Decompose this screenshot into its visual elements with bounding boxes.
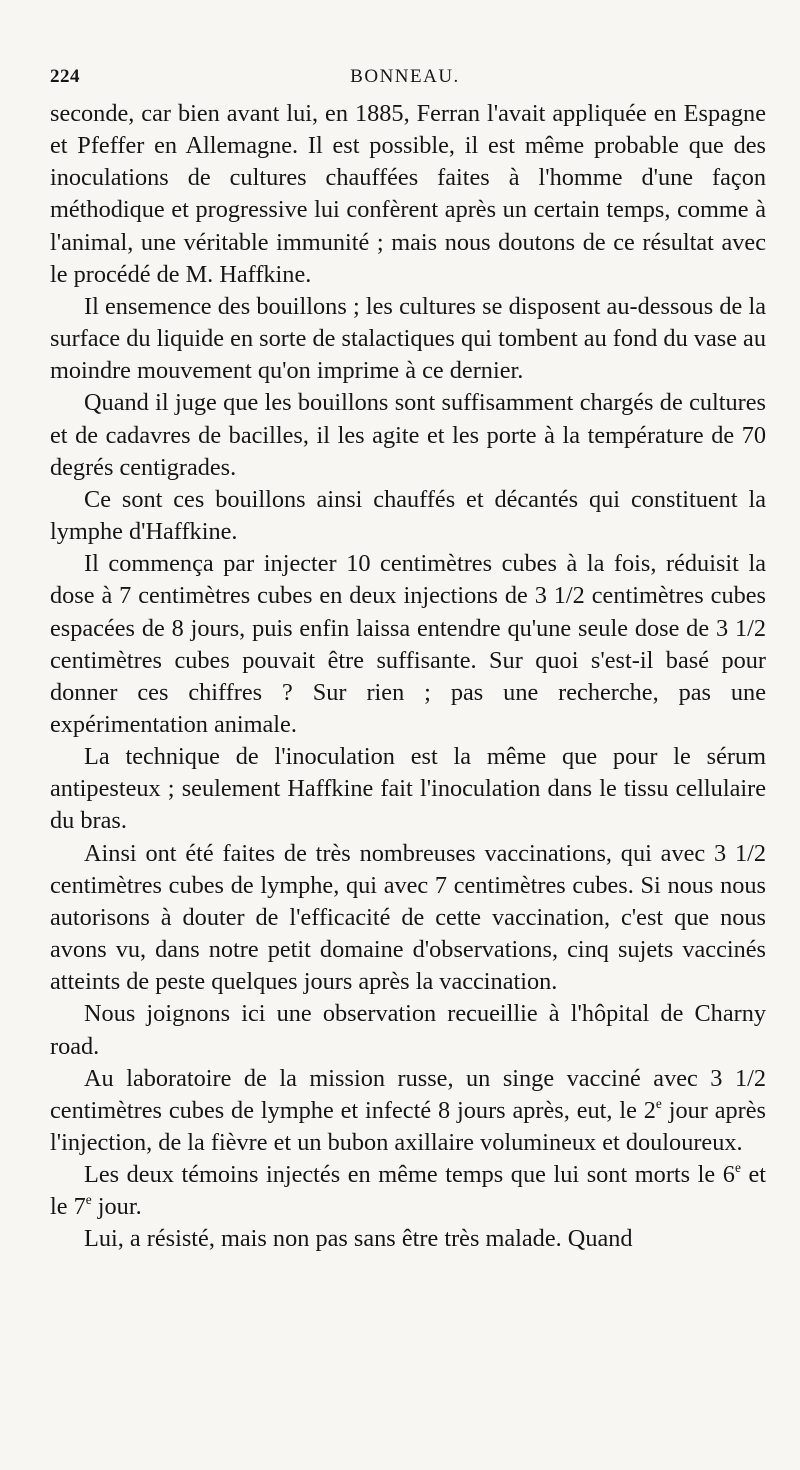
paragraph-temoins <box>50 1159 766 1223</box>
paragraph-observation: Nous joignons ici une observation recueillie à l'hôpital de Charny road. <box>50 1000 766 1060</box>
paragraph-temperature: Quand il juge que les bouillons sont suffisamment chargés de cultures et de cadavres de bacilles, il les agite et les porte à la température de 70 degrés centigrades. <box>50 389 766 481</box>
temoins-text-mid: et le 7 <box>50 1161 766 1221</box>
temoins-text-end: jour. <box>91 1193 142 1221</box>
paragraph-doses: Il commença par injecter 10 centimètres cubes à la fois, réduisit la dose à 7 centimètres cubes en deux injections de 3 1/2 centimètres cubes espacées de 8 jours, puis enfin laissa entendre qu'une seule dose de 3 1/2 centimètres cubes pouvait être suffisante. Sur quoi s'est-il basé pour donner ces chiffres ? Sur rien ; pas une recherche, pas une expérimentation animale. <box>50 550 766 738</box>
body-text <box>50 98 766 1256</box>
paragraph-lymphe: Ce sont ces bouillons ainsi chauffés et décantés qui constituent la lymphe d'Haffkine. <box>50 485 766 546</box>
ordinal-superscript: e <box>655 1095 662 1111</box>
page-header <box>50 66 760 92</box>
ordinal-superscript: e <box>734 1160 741 1176</box>
singe-text-start: Au laboratoire de la mission russe, un singe vacciné avec 3 1/2 centimètres cubes de lymphe et infecté 8 jours après, eut, le 2 <box>50 1064 766 1124</box>
running-head: BONNEAU. <box>350 66 460 87</box>
paragraph-singe <box>50 1063 766 1159</box>
singe-text-end: jour après l'injection, de la fièvre et un bubon axillaire volumineux et douloureux. <box>50 1096 766 1156</box>
paragraph-technique: La technique de l'inoculation est la même que pour le sérum antipesteux ; seulement Haffkine fait l'inoculation dans le tissu cellulaire du bras. <box>50 743 766 835</box>
temoins-text-start: Les deux témoins injectés en même temps que lui sont morts le 6 <box>84 1161 735 1189</box>
page-number: 224 <box>50 66 80 87</box>
paragraph-bouillons: Il ensemence des bouillons ; les cultures se disposent au-dessous de la surface du liquide en sorte de stalactiques qui tombent au fond du vase au moindre mouvement qu'on imprime à ce dernier. <box>50 292 766 385</box>
paragraph-vaccinations: Ainsi ont été faites de très nombreuses vaccinations, qui avec 3 1/2 centimètres cubes de lymphe, qui avec 7 centimètres cubes. Si nous nous autorisons à douter de l'efficacité de cette vaccination, c'est que nous avons vu, dans notre petit domaine d'observations, cinq sujets vaccinés atteints de peste quelques jours après la vaccination. <box>50 839 766 996</box>
paragraph-continuation: seconde, car bien avant lui, en 1885, Ferran l'avait appliquée en Espagne et Pfeffer en Allemagne. Il est possible, il est même probable que des inoculations de cultures chauffées faites à l'homme d'une façon méthodique et progressive lui confèrent après un certain temps, comme à l'animal, une véritable immunité ; mais nous doutons de ce résultat avec le procédé de M. Haffkine. <box>50 100 766 288</box>
paragraph-resiste: Lui, a résisté, mais non pas sans être très malade. Quand <box>84 1225 633 1253</box>
ordinal-superscript: e <box>85 1192 92 1208</box>
